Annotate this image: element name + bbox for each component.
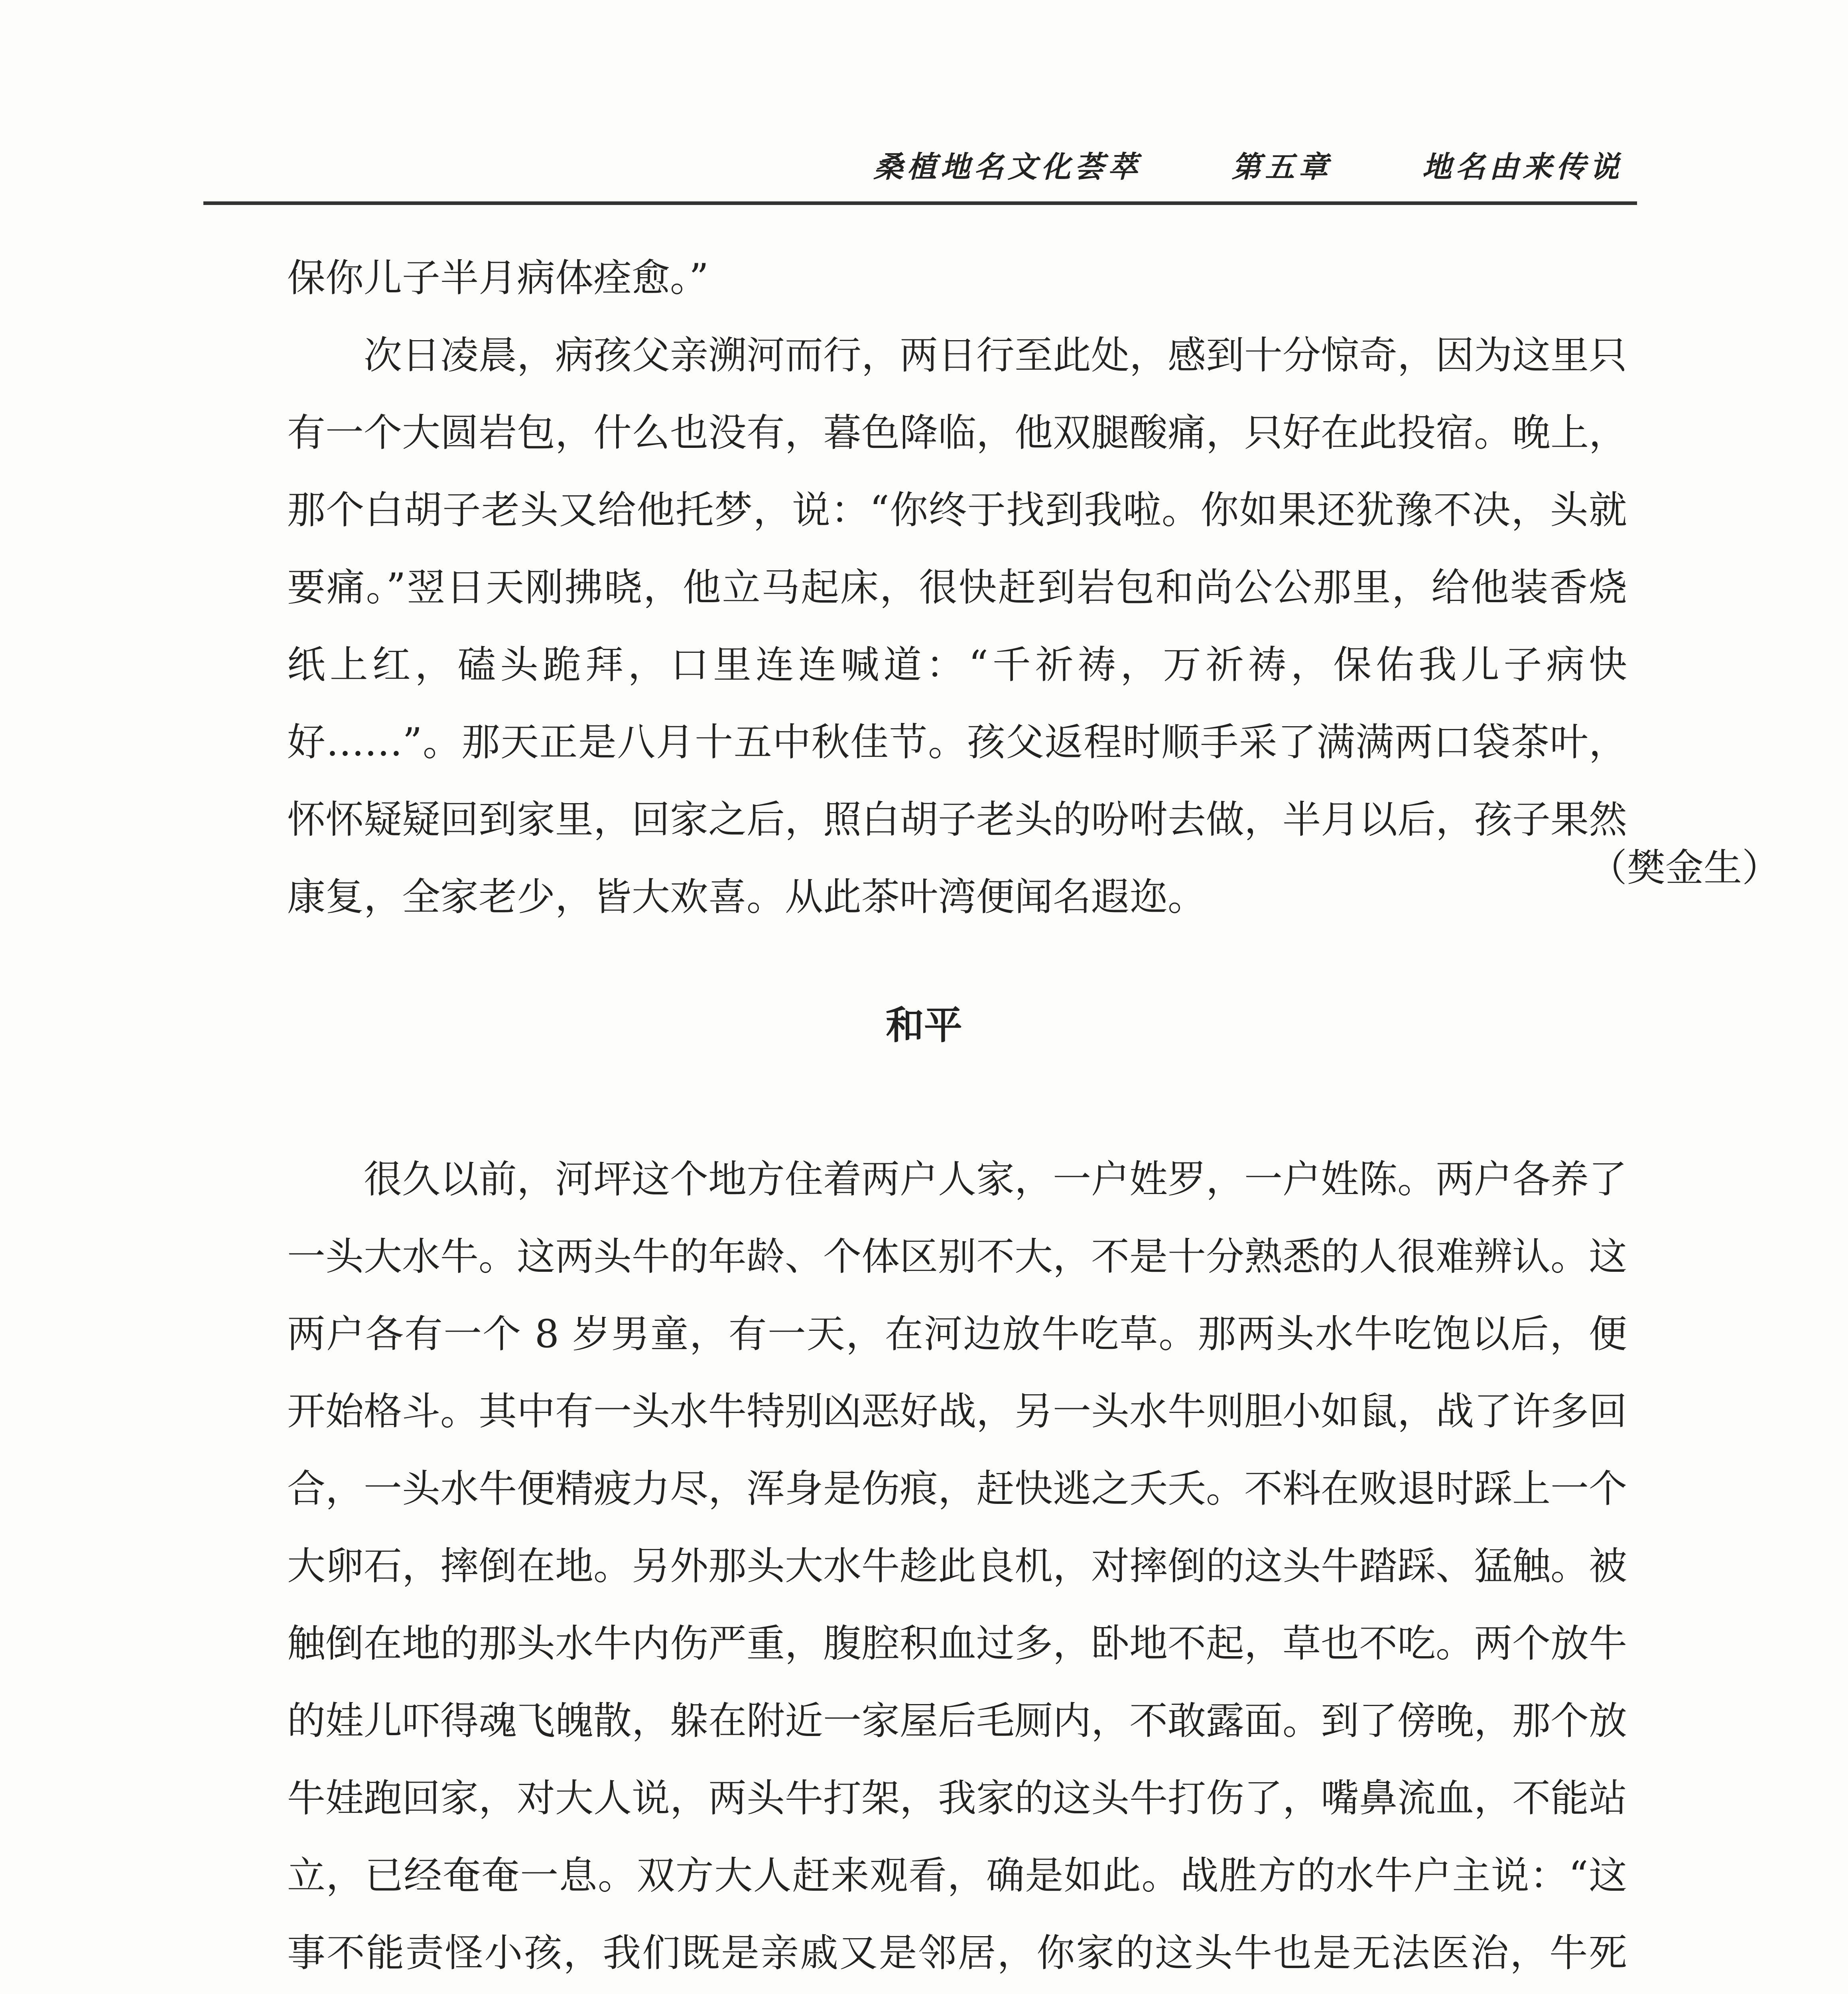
- header-chapter-title: 地名由来传说: [1422, 150, 1623, 184]
- section-title-heping: 和平: [886, 1003, 962, 1048]
- continuation-first-line: 保你儿子半月病体痊愈。”: [287, 256, 709, 300]
- continuation-paragraph: 次日凌晨，病孩父亲溯河而行，两日行至此处，感到十分惊奇，因为这里只有一个大圆岩包，什么也没有，暮色降临，他双腿酸痛，只好在此投宿。晚上，那个白胡子老头又给他托梦，说：“你终于找到我啦。你如果还犹豫不决，头就要痛。”翌日天刚拂晓，他立马起床，很快赶到岩包和尚公公那里，给他装香烧纸上红，磕头跪拜，口里连连喊道：“千祈祷，万祈祷，保佑我儿子病快好……”。那天正是八月十五中秋佳节。孩父返程时顺手采了满满两口袋茶叶，怀怀疑疑回到家里，回家之后，照白胡子老头的吩咐去做，半月以后，孩子果然康复，全家老少，皆大欢喜。从此茶叶湾便闻名遐迩。: [287, 333, 1627, 919]
- continuation-author: （樊金生）: [1589, 845, 1780, 890]
- header-chapter: 第五章: [1231, 150, 1332, 184]
- heping-paragraph: 很久以前，河坪这个地方住着两户人家，一户姓罗，一户姓陈。两户各养了一头大水牛。这两头牛的年龄、个体区别不大，不是十分熟悉的人很难辨认。这两户各有一个 8 岁男童，有一天，在河边放牛吃草。那两头水牛吃饱以后，便开始格斗。其中有一头水牛特别凶恶好战，另一头水牛则胆小如鼠，战了许多回合，一头水牛便精疲力尽，浑身是伤痕，赶快逃之夭夭。不料在败退时踩上一个大卵石，摔倒在地。另外那头大水牛趁此良机，对摔倒的这头牛踏踩、猛触。被触倒在地的那头水牛内伤严重，腹腔积血过多，卧地不起，草也不吃。两个放牛的娃儿吓得魂飞魄散，躲在附近一家屋后毛厕内，不敢露面。到了傍晚，那个放牛娃跑回家，对大人说，两头牛打架，我家的这头牛打伤了，嘴鼻流血，不能站立，已经奄奄一息。双方大人赶来观看，确是如此。战胜方的水牛户主说：“这事不能责怪小孩，我们既是亲戚又是邻居，你家的这头牛也是无法医治，牛死: [287, 1157, 1627, 1975]
- running-header: [0, 144, 1623, 183]
- header-rule: [203, 201, 1637, 205]
- header-book-title: 桑植地名文化荟萃: [873, 150, 1142, 184]
